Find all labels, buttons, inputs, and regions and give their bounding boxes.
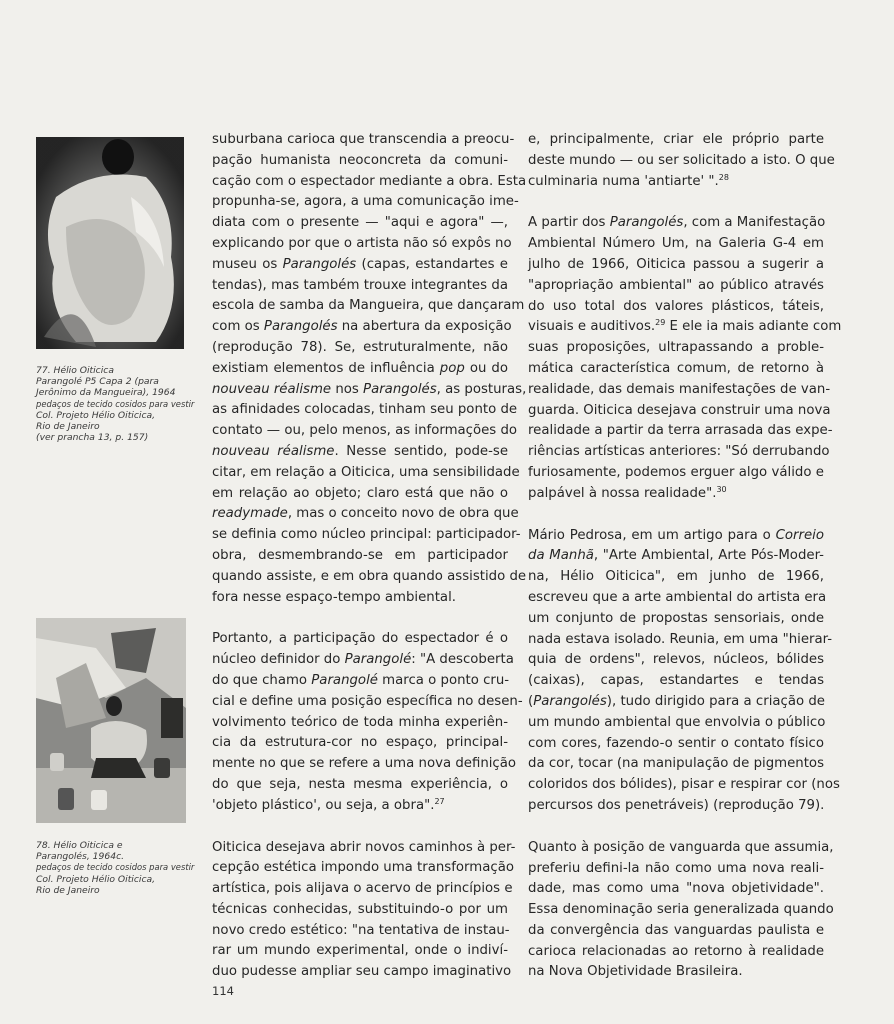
text-line bbox=[212, 442, 508, 463]
text-run: , "Arte Ambiental, Arte Pós-Moder- bbox=[593, 548, 824, 564]
text-run: visuais e auditivos. bbox=[528, 319, 656, 335]
text-run: deste mundo — ou ser solicitado a isto. O que bbox=[528, 152, 835, 168]
caption-line: Col. Projeto Hélio Oiticica, bbox=[36, 873, 156, 885]
italic-text: da Manhã bbox=[528, 548, 594, 564]
text-run: obra, desmembrando-se em participador bbox=[212, 547, 508, 563]
caption-line: pedaços de tecido cosidos para vestir bbox=[36, 398, 195, 409]
text-line bbox=[528, 879, 824, 900]
paragraph bbox=[528, 213, 842, 504]
text-run: cia da estrutura-cor no espaço, principal- bbox=[212, 735, 508, 751]
text-run: Ambiental Número Um, na Galeria G-4 em bbox=[528, 236, 824, 252]
paragraph bbox=[528, 130, 835, 192]
text-line bbox=[528, 546, 824, 567]
text-line bbox=[212, 838, 516, 859]
text-run: novo credo estético: "na tentativa de instau- bbox=[212, 922, 510, 938]
footnote-ref: 27 bbox=[434, 796, 445, 806]
text-line bbox=[528, 317, 842, 338]
caption-line: Rio de Janeiro bbox=[36, 884, 100, 896]
text-run: suas proposições, ultrapassando a proble- bbox=[528, 340, 824, 356]
text-line bbox=[528, 213, 824, 234]
caption-line: Parangolé P5 Capa 2 (para bbox=[36, 376, 159, 388]
text-run: cação com o espectador mediante a obra. Esta bbox=[212, 173, 527, 189]
text-run: nada estava isolado. Reunia, em uma "hierar- bbox=[528, 631, 833, 647]
text-line bbox=[212, 588, 508, 609]
italic-text: Parangolés bbox=[263, 319, 338, 335]
text-line bbox=[528, 442, 830, 463]
italic-text: pop bbox=[439, 360, 465, 376]
text-run: da convergência das vanguardas paulista e bbox=[528, 922, 824, 938]
text-run: cial e define uma posição específica no desen- bbox=[212, 693, 523, 709]
text-line bbox=[212, 733, 508, 754]
text-run: A partir dos bbox=[528, 215, 610, 231]
italic-text: Parangolé bbox=[344, 652, 412, 668]
text-column-left bbox=[212, 130, 527, 983]
text-run: museu os bbox=[212, 256, 283, 272]
text-run: na, Hélio Oiticica", em junho de 1966, bbox=[528, 569, 824, 585]
text-run: ), tudo dirigido para a criação de bbox=[606, 693, 825, 709]
caption-fig-77 bbox=[36, 365, 196, 443]
text-line bbox=[528, 484, 824, 505]
text-run: existiam elementos de influência bbox=[212, 360, 440, 376]
paragraph bbox=[528, 838, 834, 984]
text-line bbox=[212, 255, 508, 276]
text-run: riências artísticas anteriores: "Só derrubando bbox=[528, 444, 830, 460]
text-run: Essa denominação seria generalizada quando bbox=[528, 902, 834, 918]
text-run: Quanto à posição de vanguarda que assumia, bbox=[528, 839, 834, 855]
text-run: realidade a partir da terra arrasada das expe- bbox=[528, 423, 833, 439]
text-run: um conjunto de propostas sensoriais, onde bbox=[528, 610, 824, 626]
text-line bbox=[212, 192, 519, 213]
text-run: : "A descoberta bbox=[411, 652, 514, 668]
caption-line: Rio de Janeiro bbox=[36, 421, 100, 433]
italic-text: readymade bbox=[212, 506, 288, 522]
text-line bbox=[528, 255, 824, 276]
text-run: com os bbox=[212, 319, 264, 335]
text-line bbox=[528, 463, 824, 484]
paragraph bbox=[528, 526, 840, 817]
text-line bbox=[528, 567, 824, 588]
text-run: diata com o presente — "aqui e agora" —, bbox=[212, 215, 508, 231]
italic-text: Parangolés bbox=[609, 215, 684, 231]
text-run: citar, em relação a Oiticica, uma sensibilidade bbox=[212, 464, 520, 480]
text-line bbox=[212, 234, 512, 255]
text-line bbox=[212, 151, 508, 172]
text-line bbox=[212, 900, 508, 921]
caption-line: 78. Hélio Oiticica e bbox=[36, 840, 123, 851]
text-run: palpável à nossa realidade". bbox=[528, 485, 717, 501]
text-run: carioca relacionadas ao retorno à realidade bbox=[528, 943, 824, 959]
text-line bbox=[212, 567, 527, 588]
text-run: dade, mas como uma "nova objetividade". bbox=[528, 881, 824, 897]
text-run: rar um mundo experimental, onde o indiví- bbox=[212, 943, 508, 959]
text-line bbox=[212, 941, 508, 962]
text-line bbox=[528, 172, 824, 193]
text-line bbox=[528, 838, 834, 859]
text-run: "apropriação ambiental" ao público através bbox=[528, 277, 824, 293]
italic-text: Parangolé bbox=[311, 672, 378, 688]
text-run: Oiticica desejava abrir novos caminhos à per- bbox=[212, 839, 516, 855]
text-run: tendas), mas também trouxe integrantes da bbox=[212, 277, 508, 293]
paragraph-gap bbox=[528, 817, 824, 838]
text-line bbox=[528, 796, 824, 817]
text-line bbox=[528, 942, 824, 963]
caption-fig-78 bbox=[36, 840, 196, 896]
text-run: escreveu que a arte ambiental do artista era bbox=[528, 589, 827, 605]
text-run: furiosamente, podemos erguer algo válido e bbox=[528, 464, 824, 480]
text-line bbox=[528, 380, 831, 401]
text-line bbox=[212, 962, 512, 983]
page-number: 114 bbox=[212, 984, 234, 998]
text-run: . Nesse sentido, pode-se bbox=[334, 443, 509, 459]
text-line bbox=[528, 859, 824, 880]
text-line bbox=[212, 713, 508, 734]
text-line bbox=[528, 276, 824, 297]
text-run: julho de 1966, Oiticica passou a sugerir a bbox=[528, 256, 824, 272]
text-run: 'objeto plástico', ou seja, a obra". bbox=[212, 797, 435, 813]
text-run: na Nova Objetividade Brasileira. bbox=[528, 964, 743, 980]
text-line bbox=[212, 172, 527, 193]
text-line bbox=[528, 151, 835, 172]
text-line bbox=[212, 504, 519, 525]
italic-text: Parangolés bbox=[282, 256, 357, 272]
text-line bbox=[212, 796, 508, 817]
text-run: (caixas), capas, estandartes e tendas bbox=[528, 673, 824, 689]
text-line bbox=[528, 713, 824, 734]
text-line bbox=[528, 921, 824, 942]
photo-77-parangole-capa bbox=[36, 137, 184, 349]
text-run: as afinidades colocadas, tinham seu ponto de bbox=[212, 402, 518, 418]
paragraph-gap bbox=[212, 608, 508, 629]
text-run: contato — ou, pelo menos, as informações do bbox=[212, 423, 518, 439]
text-line bbox=[212, 858, 514, 879]
text-line bbox=[212, 692, 523, 713]
text-line bbox=[212, 359, 508, 380]
text-run: E ele ia mais adiante com bbox=[665, 319, 842, 335]
text-run: quia de ordens", relevos, núcleos, bólides bbox=[528, 652, 824, 668]
text-line bbox=[528, 754, 824, 775]
text-run: propunha-se, agora, a uma comunicação ime- bbox=[212, 194, 519, 210]
footnote-ref: 29 bbox=[655, 318, 666, 328]
text-run: nos bbox=[331, 381, 364, 397]
text-run: da cor, tocar (na manipulação de pigmentos bbox=[528, 756, 824, 772]
text-run: mente no que se refere a uma nova definição bbox=[212, 756, 517, 772]
caption-line: 77. Hélio Oiticica bbox=[36, 365, 114, 376]
paragraph-gap bbox=[528, 505, 824, 526]
caption-line: Parangolés, 1964c. bbox=[36, 851, 125, 863]
caption-line: (ver prancha 13, p. 157) bbox=[36, 432, 149, 444]
text-line bbox=[212, 525, 521, 546]
text-run: , com a Manifestação bbox=[683, 215, 826, 231]
text-line bbox=[528, 900, 834, 921]
paragraph-gap bbox=[212, 817, 508, 838]
text-run: com cores, fazendo-o sentir o contato físico bbox=[528, 735, 824, 751]
text-line bbox=[528, 588, 827, 609]
paragraph bbox=[212, 629, 523, 816]
text-line bbox=[528, 234, 824, 255]
text-run: fora nesse espaço-tempo ambiental. bbox=[212, 589, 456, 605]
text-line bbox=[212, 671, 508, 692]
text-run: culminaria numa 'antiarte' ". bbox=[528, 173, 719, 189]
text-run: ou do bbox=[464, 360, 508, 376]
text-run: Mário Pedrosa, em um artigo para o bbox=[528, 527, 776, 543]
footnote-ref: 28 bbox=[718, 172, 729, 182]
text-run: cepção estética impondo uma transformação bbox=[212, 860, 514, 876]
text-line bbox=[528, 359, 824, 380]
text-line bbox=[212, 421, 518, 442]
text-run: técnicas conhecidas, substituindo-o por um bbox=[212, 901, 508, 917]
text-run: escola de samba da Mangueira, que dançaram bbox=[212, 298, 525, 314]
text-line bbox=[528, 962, 824, 983]
text-run: , as posturas, bbox=[436, 381, 527, 397]
text-run: realidade, das demais manifestações de van- bbox=[528, 381, 831, 397]
italic-text: Parangolés bbox=[533, 693, 607, 709]
text-run: Portanto, a participação do espectador é o bbox=[212, 631, 508, 647]
text-line bbox=[212, 546, 508, 567]
text-run: do que chamo bbox=[212, 672, 312, 688]
text-line bbox=[528, 526, 824, 547]
text-run: do que seja, nesta mesma experiência, o bbox=[212, 776, 508, 792]
text-run: duo pudesse ampliar seu campo imaginativo bbox=[212, 964, 512, 980]
caption-line: Col. Projeto Hélio Oiticica, bbox=[36, 409, 156, 421]
text-run: pação humanista neoconcreta da comuni- bbox=[212, 152, 508, 168]
paragraph bbox=[212, 838, 516, 984]
paragraph-gap bbox=[528, 192, 824, 213]
text-line bbox=[212, 921, 508, 942]
text-line bbox=[212, 338, 508, 359]
text-run: preferiu defini-la não como uma nova reali- bbox=[528, 860, 824, 876]
text-line bbox=[528, 297, 824, 318]
text-run: em relação ao objeto; claro está que não o bbox=[212, 485, 508, 501]
text-run: percursos dos penetráveis) (reprodução 79). bbox=[528, 797, 825, 813]
text-run: na abertura da exposição bbox=[337, 319, 512, 335]
text-run: guarda. Oiticica desejava construir uma nova bbox=[528, 402, 831, 418]
paragraph bbox=[212, 130, 527, 608]
text-line bbox=[528, 401, 831, 422]
text-line bbox=[528, 692, 824, 713]
text-run: (capas, estandartes e bbox=[356, 256, 508, 272]
text-line bbox=[212, 380, 527, 401]
footnote-ref: 30 bbox=[716, 484, 727, 494]
text-line bbox=[212, 650, 514, 671]
text-line bbox=[528, 130, 824, 151]
text-line bbox=[212, 629, 508, 650]
text-line bbox=[212, 400, 518, 421]
text-run: , mas o conceito novo de obra que bbox=[287, 506, 519, 522]
caption-line: Jerônimo da Mangueira), 1964 bbox=[36, 387, 176, 399]
text-line bbox=[212, 484, 508, 505]
text-line bbox=[528, 609, 824, 630]
text-line bbox=[212, 754, 517, 775]
photo-78-oiticica-parangoles bbox=[36, 618, 186, 823]
text-run: artística, pois alijava o acervo de princípios e bbox=[212, 881, 513, 897]
text-line bbox=[528, 630, 833, 651]
text-run: e, principalmente, criar ele próprio parte bbox=[528, 132, 824, 147]
text-line bbox=[212, 213, 508, 234]
italic-text: Parangolés bbox=[363, 381, 437, 397]
text-run: volvimento teórico de toda minha experiên- bbox=[212, 714, 508, 730]
text-line bbox=[528, 650, 824, 671]
text-run: quando assiste, e em obra quando assistido de bbox=[212, 568, 527, 584]
text-run: suburbana carioca que transcendia a preocu- bbox=[212, 132, 515, 147]
text-run: marca o ponto cru- bbox=[377, 672, 510, 688]
text-line bbox=[528, 338, 824, 359]
text-line bbox=[212, 775, 508, 796]
caption-line: pedaços de tecido cosidos para vestir bbox=[36, 862, 195, 873]
text-run: do uso total dos valores plásticos, táteis, bbox=[528, 298, 824, 314]
text-line bbox=[528, 734, 824, 755]
text-run: um mundo ambiental que envolvia o público bbox=[528, 714, 826, 730]
text-line bbox=[212, 276, 508, 297]
text-run: núcleo definidor do bbox=[212, 652, 345, 668]
text-run: explicando por que o artista não só expôs no bbox=[212, 235, 512, 251]
text-run: ( bbox=[528, 693, 534, 709]
text-run: (reprodução 78). Se, estruturalmente, não bbox=[212, 339, 508, 355]
text-column-right bbox=[528, 130, 842, 983]
text-line bbox=[528, 775, 840, 796]
italic-text: Correio bbox=[775, 527, 824, 543]
text-line bbox=[528, 671, 824, 692]
text-line bbox=[528, 421, 833, 442]
text-line bbox=[212, 317, 512, 338]
text-run: se definia como núcleo principal: participador- bbox=[212, 527, 521, 543]
text-line bbox=[212, 879, 513, 900]
text-run: coloridos dos bólides), pisar e respirar cor (nos bbox=[528, 777, 840, 793]
text-line bbox=[212, 296, 525, 317]
text-run: mática característica comum, de retorno à bbox=[528, 360, 824, 376]
italic-text: nouveau réalisme bbox=[212, 381, 332, 397]
text-line bbox=[212, 130, 515, 151]
text-line bbox=[212, 463, 520, 484]
italic-text: nouveau réalisme bbox=[212, 443, 335, 459]
